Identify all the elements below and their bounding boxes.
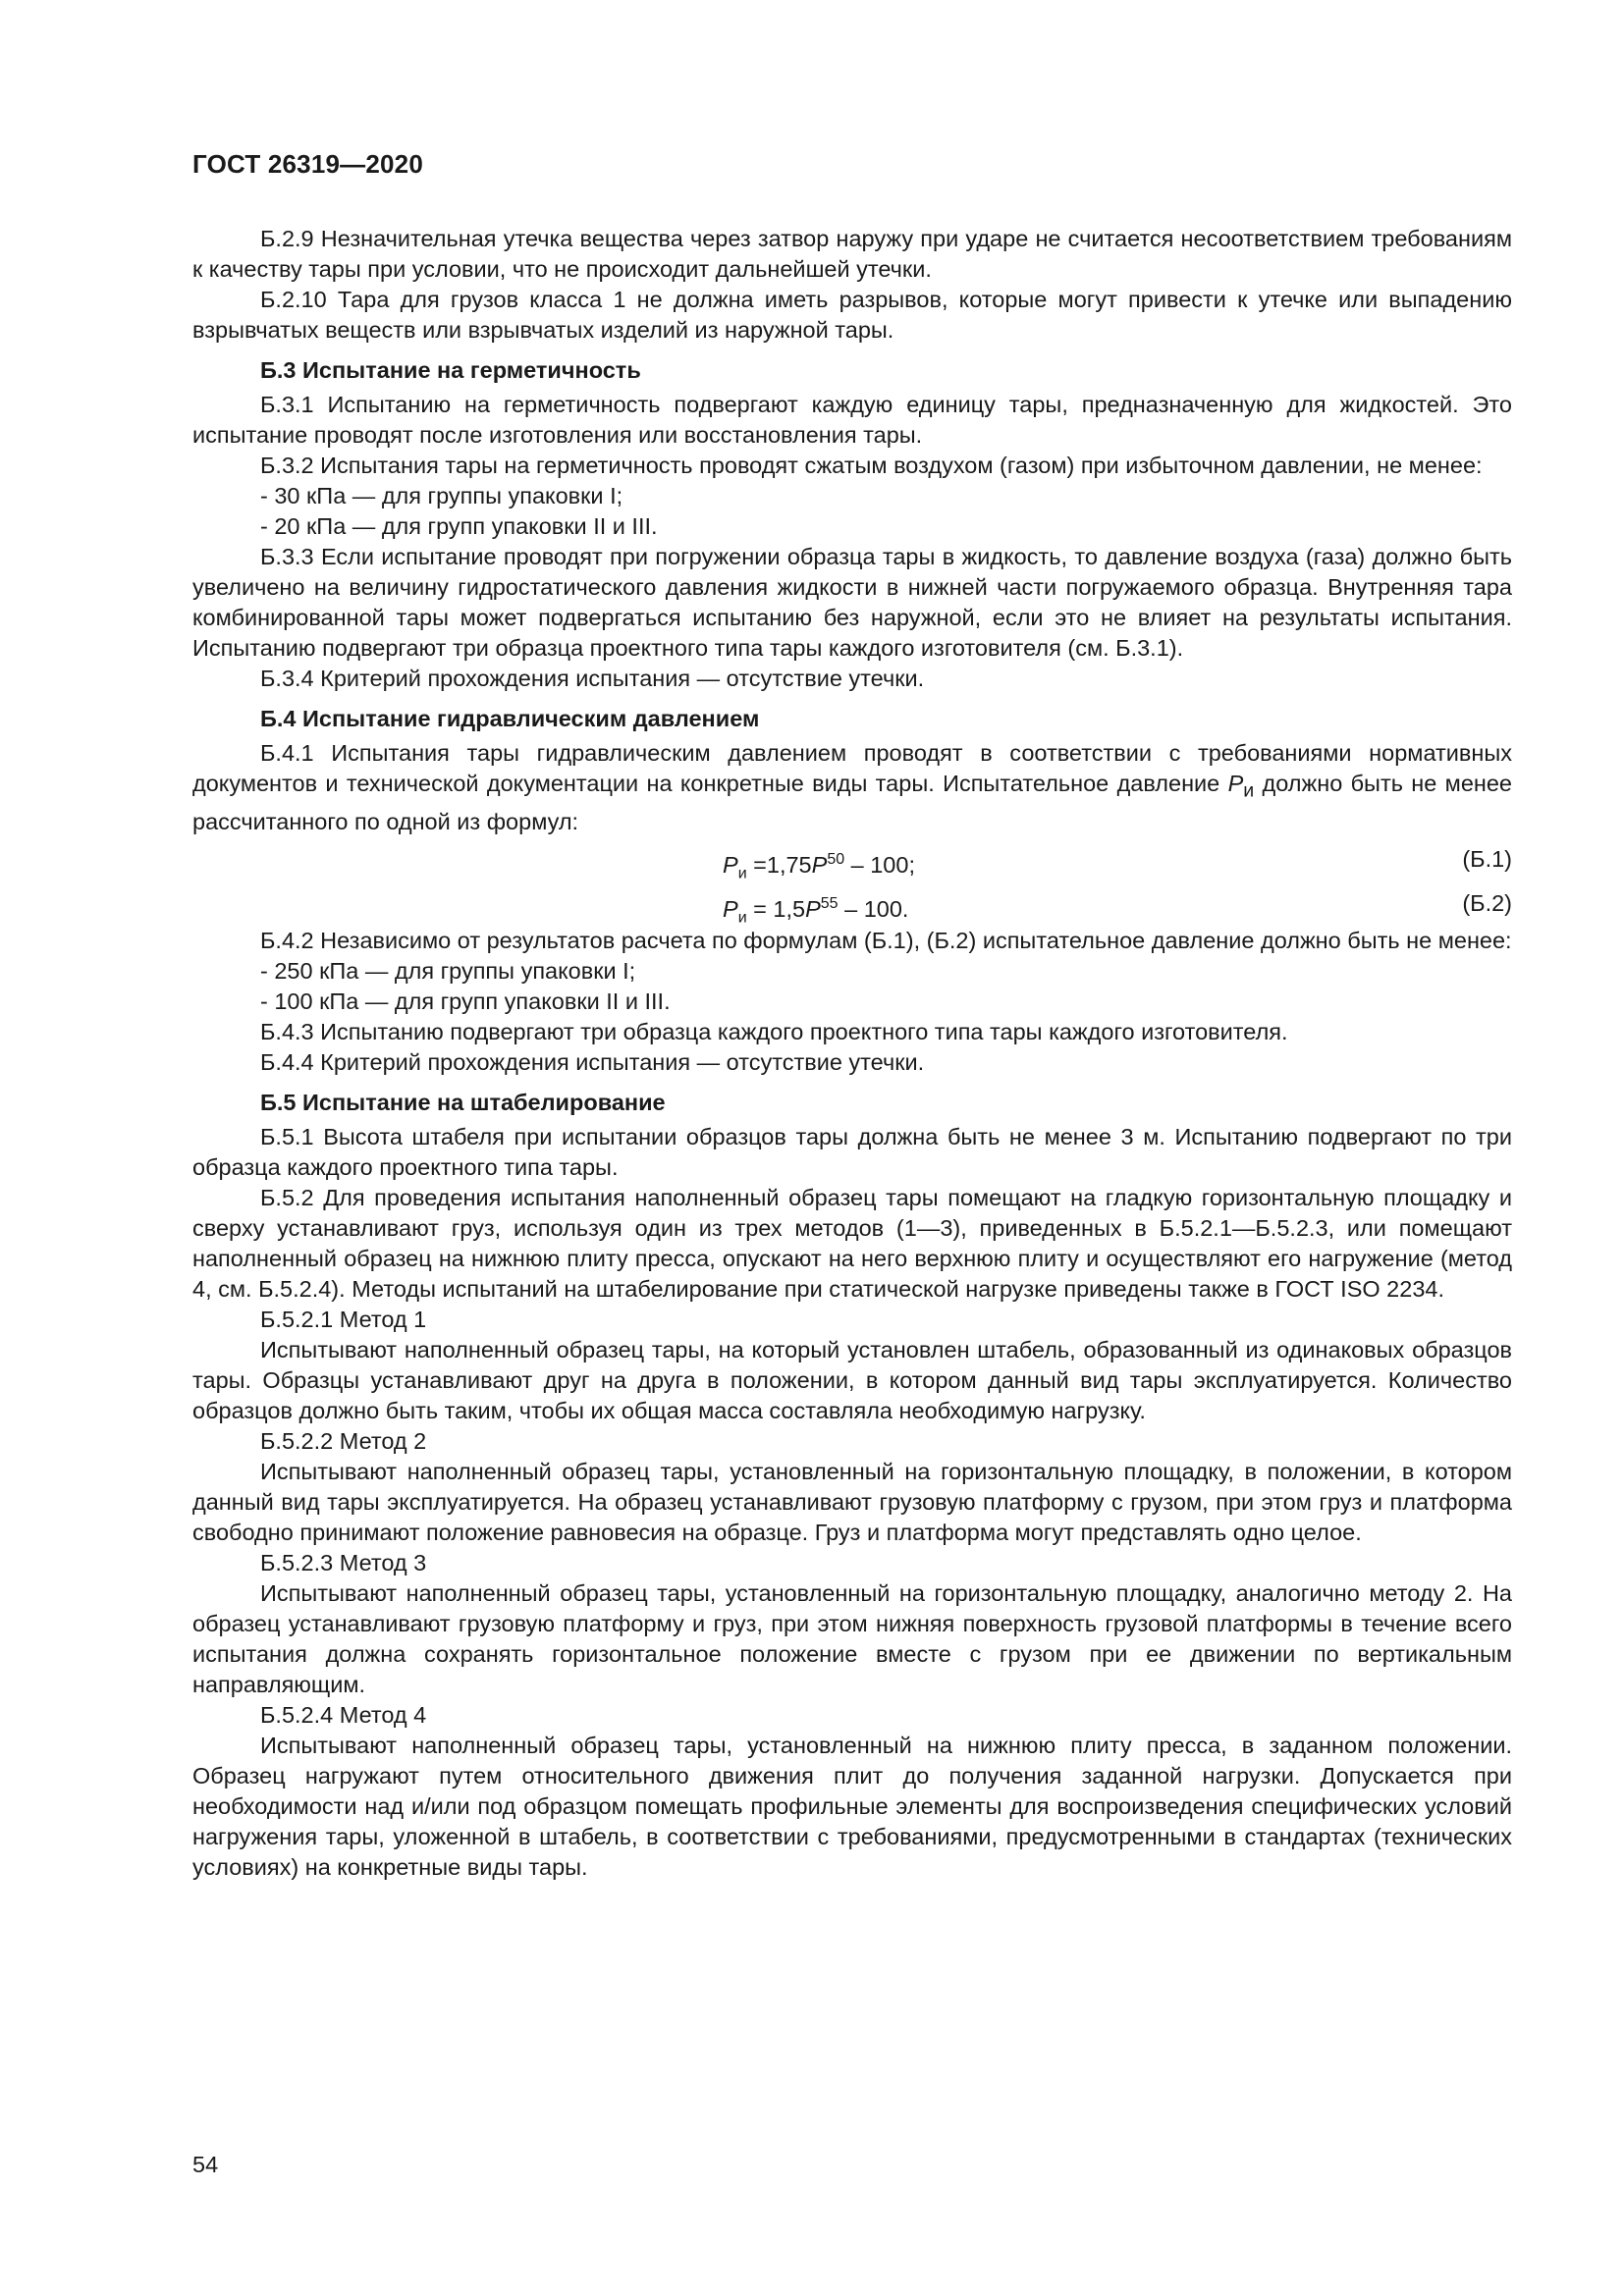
paragraph-method-1: Испытывают наполненный образец тары, на который установлен штабель, образованный из одинаковых образцов тары. Образцы устанавливают друг на друга в положении, в котором данный вид тары эксплуатируется. Количество образцов должно быть таким, чтобы их общая масса составляла необходимую нагрузку. <box>192 1336 1512 1423</box>
section-heading-b5: Б.5 Испытание на штабелирование <box>260 1089 666 1115</box>
method-heading-2: Б.5.2.2 Метод 2 <box>260 1427 427 1454</box>
list-item: - 30 кПа — для группы упаковки I; <box>260 483 623 508</box>
paragraph-b3-4: Б.3.4 Критерий прохождения испытания — отсутствие утечки. <box>260 666 925 691</box>
paragraph-b4-3: Б.4.3 Испытанию подвергают три образца каждого проектного типа тары каждого изготовителя. <box>260 1018 1288 1044</box>
formula-number: (Б.2) <box>1462 889 1512 916</box>
paragraph-b4-4: Б.4.4 Критерий прохождения испытания — отсутствие утечки. <box>260 1048 925 1075</box>
paragraph-b4-2: Б.4.2 Независимо от результатов расчета по формулам (Б.1), (Б.2) испытательное давление должно быть не менее: <box>260 927 1512 953</box>
paragraph-b2-9: Б.2.9 Незначительная утечка вещества через затвор наружу при ударе не считается несоответствием требованиям к качеству тары при условии, что не происходит дальнейшей утечки. <box>192 226 1512 282</box>
paragraph-b5-1: Б.5.1 Высота штабеля при испытании образцов тары должна быть не менее 3 м. Испытанию подвергают по три образца каждого проектного типа тары. <box>192 1123 1512 1180</box>
method-heading-3: Б.5.2.3 Метод 3 <box>260 1549 427 1575</box>
section-heading-b3: Б.3 Испытание на герметичность <box>260 357 641 383</box>
formula-expression: $P_и =1,75P^{50} - 100$; <box>723 850 915 882</box>
paragraph-b4-1: Б.4.1 Испытания тары гидравлическим давлением проводят в соответствии с требованиями нормативных документов и технической документации на конкретные виды тары. Испытательное давление $P_и$ должно быть не менее рассчитанного по одной из формул: <box>192 740 1512 834</box>
method-heading-1: Б.5.2.1 Метод 1 <box>260 1306 427 1332</box>
paragraph-method-4: Испытывают наполненный образец тары, установленный на нижнюю плиту пресса, в заданном положении. Образец нагружают путем относительного движения плит до получения заданной нагрузки. Допускается при необходимости над и/или под образцом помещать профильные элементы для воспроизведения специфических условий нагружения тары, уложенной в штабель, в соответствии с требованиями, предусмотренными в стандартах (технических условиях) на конкретные виды тары. <box>192 1732 1512 1880</box>
paragraph-b2-10: Б.2.10 Тара для грузов класса 1 не должна иметь разрывов, которые могут привести к утечке или выпадению взрывчатых веществ или взрывчатых изделий из наружной тары. <box>192 287 1512 343</box>
paragraph-b5-2: Б.5.2 Для проведения испытания наполненный образец тары помещают на гладкую горизонтальную площадку и сверху устанавливают груз, используя один из трех методов (1—3), приведенных в Б.5.2.1—Б.5.2.3, или помещают наполненный образец на нижнюю плиту пресса, опускают на него верхнюю плиту и осуществляют его нагружение (метод 4, см. Б.5.2.4). Методы испытаний на штабелирование при статической нагрузке приведены также в ГОСТ ISO 2234. <box>192 1184 1512 1302</box>
document-body <box>192 224 1512 1883</box>
paragraph-method-3: Испытывают наполненный образец тары, установленный на горизонтальную площадку, аналогично методу 2. На образец устанавливают грузовую платформу и груз, при этом нижняя поверхность грузовой платформы в течение всего испытания должна сохранять горизонтальное положение вместе с грузом при ее движении по вертикальным направляющим. <box>192 1579 1512 1697</box>
paragraph-b3-3: Б.3.3 Если испытание проводят при погружении образца тары в жидкость, то давление воздуха (газа) должно быть увеличено на величину гидростатического давления жидкости в нижней части погружаемого образца. Внутренняя тара комбинированной тары может подвергаться испытанию без наружной, если это не влияет на результаты испытания. Испытанию подвергают три образца проектного типа тары каждого изготовителя (см. Б.3.1). <box>192 544 1512 661</box>
formula-expression: $P_и = 1,5P^{55} - 100$. <box>723 894 909 927</box>
list-item: - 20 кПа — для групп упаковки II и III. <box>260 513 658 539</box>
document-header: ГОСТ 26319—2020 <box>192 149 423 179</box>
list-item: - 250 кПа — для группы упаковки I; <box>260 957 636 984</box>
paragraph-b3-1: Б.3.1 Испытанию на герметичность подвергают каждую единицу тары, предназначенную для жидкостей. Это испытание проводят после изготовления или восстановления тары. <box>192 392 1512 448</box>
paragraph-method-2: Испытывают наполненный образец тары, установленный на горизонтальную площадку, в положении, в котором данный вид тары эксплуатируется. На образец устанавливают грузовую платформу с грузом, при этом груз и платформа свободно принимают положение равновесия на образце. Груз и платформа могут представлять одно целое. <box>192 1458 1512 1545</box>
formula-b1 <box>192 837 1512 881</box>
section-heading-b4: Б.4 Испытание гидравлическим давлением <box>260 706 760 731</box>
paragraph-b3-2: Б.3.2 Испытания тары на герметичность проводят сжатым воздухом (газом) при избыточном давлении, не менее: <box>260 453 1483 478</box>
page-number: 54 <box>192 2152 219 2177</box>
formula-b2 <box>192 881 1512 926</box>
formula-number: (Б.1) <box>1462 845 1512 872</box>
list-item: - 100 кПа — для групп упаковки II и III. <box>260 988 671 1014</box>
method-heading-4: Б.5.2.4 Метод 4 <box>260 1701 427 1728</box>
